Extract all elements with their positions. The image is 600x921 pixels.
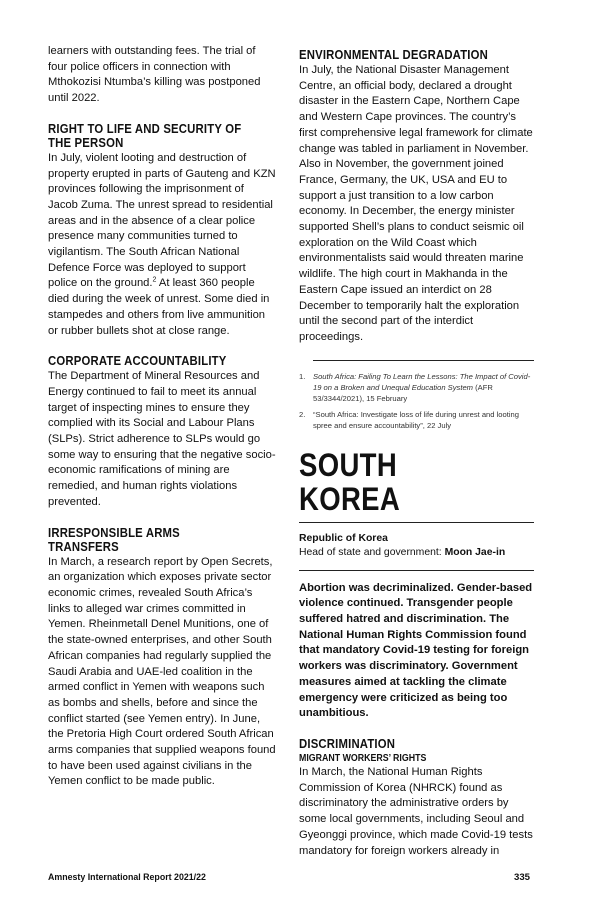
heading-environmental-degradation: ENVIRONMENTAL DEGRADATION bbox=[299, 48, 488, 62]
heading-corporate-accountability: CORPORATE ACCOUNTABILITY bbox=[48, 354, 227, 369]
discrimination-paragraph: In March, the National Human Rights Commission of Korea (NHRCK) found as discriminatory the administrative orders by some local governments, including Seoul and Gyeonggi province, which made Covid-19 tests mandatory for foreign workers already in bbox=[299, 766, 533, 857]
heading-right-to-life: RIGHT TO LIFE AND SECURITY OF THE PERSON bbox=[48, 121, 242, 150]
footnotes-divider bbox=[313, 360, 534, 361]
head-of-state: Head of state and government: Moon Jae-in bbox=[299, 546, 506, 558]
footnote-1: 1. South Africa: Failing To Learn the Lessons: The Impact of Covid-19 on a Broken and Unequal Education System (AFR 53/3344/2021), 15 February bbox=[299, 371, 531, 404]
left-column bbox=[48, 44, 276, 790]
heading-arms-transfers: IRRESPONSIBLE ARMS TRANSFERS bbox=[48, 525, 180, 554]
corporate-accountability-paragraph: The Department of Mineral Resources and Energy continued to fail to meet its annual target of inspecting mines to ensure they complied with its Social and Labour Plans (SLPs). Strict adherence to SLPs would go some way to ensuring that the negative socio-economic ramifications of mining are remedied, and human rights violations prevented. bbox=[48, 370, 276, 508]
environmental-paragraph: In July, the National Disaster Management Centre, an official body, declared a drought disaster in the Eastern Cape, Northern Cape and Western Cape provinces. The country’s first comprehensive legal framework for climate change was tabled in parliament in November. Also in November, the government joined France, Germany, the UK, USA and EU to support a just transition to a low carbon economy. In December, the energy minister supported Shell’s plans to conduct seismic oil exploration on the Wild Coast which environmentalists said would threaten marine wildlife. The high court in Makhanda in the Eastern Cape issued an interdict on 28 December to temporarily halt the exploration until the second part of the interdict proceedings. bbox=[299, 64, 533, 343]
country-summary: Abortion was decriminalized. Gender-based violence continued. Transgender people suffered hatred and discrimination. The National Human Rights Commission found that mandatory Covid-19 testing for foreign workers was discriminatory. Government measures aimed at tackling the climate emergency were criticized as being too unambitious. bbox=[299, 581, 533, 720]
footer-page-number: 335 bbox=[514, 872, 531, 883]
country-title: SOUTH KOREA bbox=[299, 446, 401, 517]
arms-transfers-paragraph: In March, a research report by Open Secrets, an organization which exposes private sector economic crimes, revealed South Africa’s links to alleged war crimes committed in Yemen. Rheinmetall Denel Munitions, one of the state-owned enterprises, and other South African companies had regularly supplied the Saudi Arabia and UAE-led coalition in the armed conflict in Yemen with weapons such as bombs and shells, before and since the conflict started (see Yemen entry). In June, the Pretoria High Court ordered South African arms companies that supplied weapons found to have been used against civilians in the Yemen conflict to be made public. bbox=[48, 555, 276, 788]
official-name: Republic of Korea bbox=[299, 532, 388, 544]
right-column bbox=[299, 44, 534, 859]
footer-report-title: Amnesty International Report 2021/22 bbox=[48, 872, 206, 883]
summary-rule bbox=[299, 570, 534, 571]
country-title-rule bbox=[299, 522, 534, 523]
continuation-paragraph: learners with outstanding fees. The trial of four police officers in connection with Mthokozisi Ntumba’s killing was postponed until 2022. bbox=[48, 45, 261, 105]
heading-discrimination: DISCRIMINATION bbox=[299, 737, 396, 751]
footnote-2: 2. “South Africa: Investigate loss of life during unrest and looting spree and ensure accountability”, 22 July bbox=[299, 410, 519, 431]
footnote-ref-2[interactable]: 2 bbox=[152, 276, 157, 284]
right-to-life-paragraph: In July, violent looting and destruction of property erupted in parts of Gauteng and KZN provinces following the imprisonment of Jacob Zuma. The unrest spread to residential areas and in the absence of a clear police presence many communities turned to vigilantism. The South African National Defence Force was deployed to support police on the ground.$^2$ At least 360 people died during the week of unrest. Some died in stampedes and others from live ammunition or rubber bullets shot at close range. bbox=[48, 151, 276, 337]
subheading-migrant-workers: MIGRANT WORKERS’ RIGHTS bbox=[299, 753, 427, 764]
